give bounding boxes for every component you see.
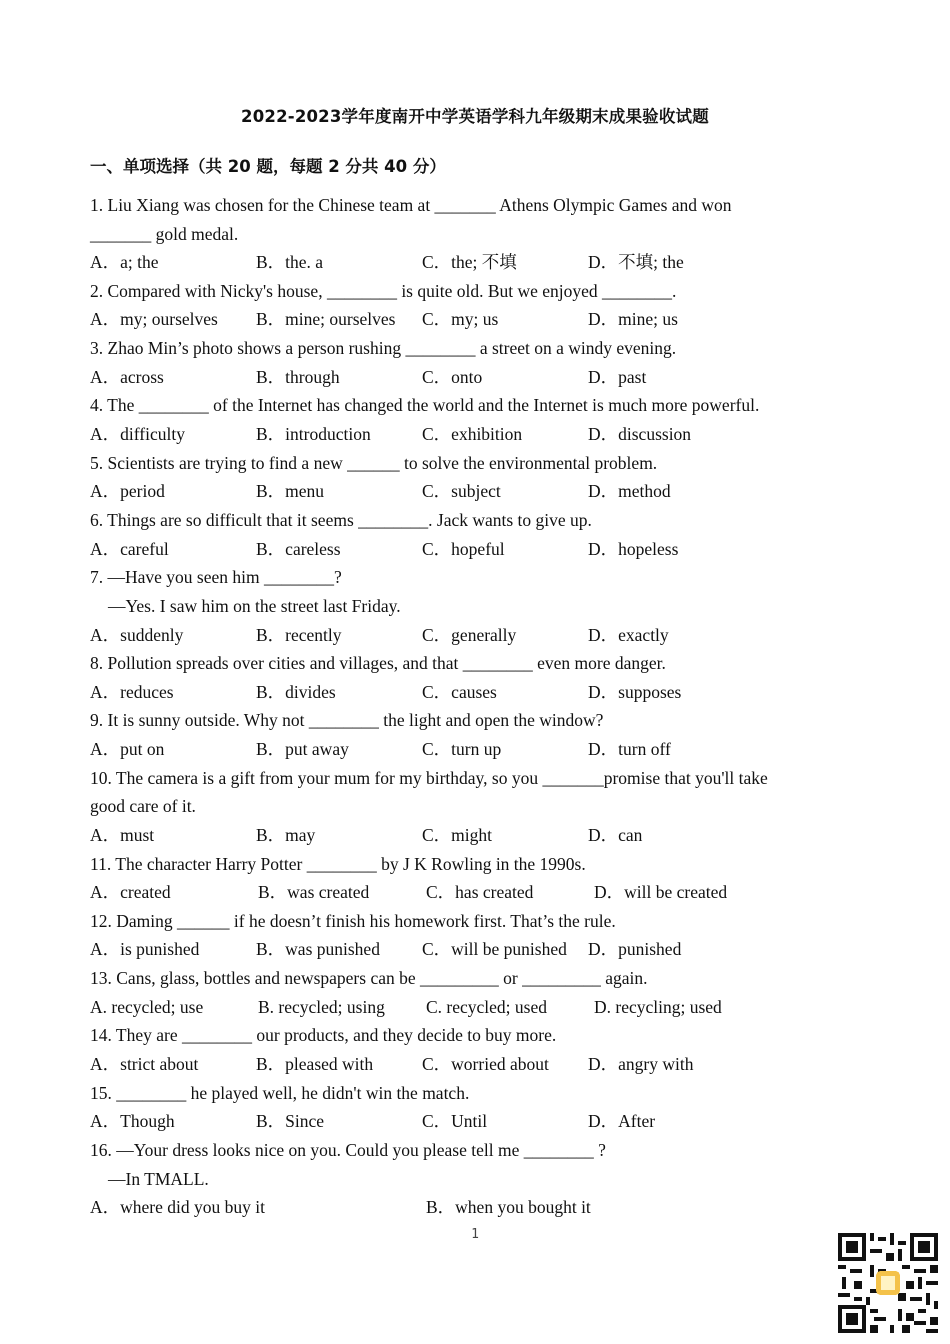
answer-option: C．will be punished: [422, 939, 567, 959]
answer-option: D．exactly: [588, 625, 669, 645]
answer-option: D．will be created: [594, 882, 728, 902]
answer-option: B．mine; ourselves: [256, 309, 396, 329]
answer-option: D．turn off: [588, 739, 671, 759]
answer-option: A．reduces: [90, 682, 174, 702]
answer-option: B．pleased with: [256, 1054, 374, 1074]
answer-option: D．mine; us: [588, 309, 678, 329]
answer-option: A．my; ourselves: [90, 309, 218, 329]
answer-option: D．supposes: [588, 682, 682, 702]
answer-option: B．careless: [256, 539, 341, 559]
answer-option: D. recycling; used: [594, 997, 722, 1017]
answer-option: C. recycled; used: [426, 997, 547, 1017]
answer-option: C．Until: [422, 1111, 488, 1131]
question-reply-line: —Yes. I saw him on the street last Friday.: [108, 596, 401, 616]
answer-option: B．introduction: [256, 424, 371, 444]
answer-option: A．strict about: [90, 1054, 199, 1074]
answer-option: D．past: [588, 367, 647, 387]
page-number: 1: [471, 1227, 479, 1242]
answer-option: A．where did you buy it: [90, 1197, 265, 1217]
question-line: 5. Scientists are trying to find a new ______ to solve the environmental problem.: [90, 453, 658, 473]
answer-option: D．punished: [588, 939, 682, 959]
answer-option: A．across: [90, 367, 164, 387]
answer-option: C．the; 不填: [422, 252, 517, 272]
question-line: _______ gold medal.: [90, 224, 239, 244]
answer-option: C．worried about: [422, 1054, 549, 1074]
question-line: 11. The character Harry Potter ________ by J K Rowling in the 1990s.: [90, 854, 586, 874]
question-line: 16. —Your dress looks nice on you. Could you please tell me ________ ?: [90, 1140, 606, 1160]
answer-option: D．discussion: [588, 424, 692, 444]
answer-option: A．suddenly: [90, 625, 184, 645]
answer-option: B．Since: [256, 1111, 325, 1131]
answer-option: A．must: [90, 825, 155, 845]
answer-option: A．put on: [90, 739, 165, 759]
answer-option: C．turn up: [422, 739, 502, 759]
answer-option: D．method: [588, 481, 671, 501]
answer-option: B．put away: [256, 739, 349, 759]
answer-option: A．Though: [90, 1111, 175, 1131]
answer-option: C．onto: [422, 367, 483, 387]
question-line: 12. Daming ______ if he doesn’t finish his homework first. That’s the rule.: [90, 911, 616, 931]
question-line: 1. Liu Xiang was chosen for the Chinese team at _______ Athens Olympic Games and won: [90, 195, 732, 215]
question-line: 2. Compared with Nicky's house, ________ is quite old. But we enjoyed ________.: [90, 281, 677, 301]
answer-option: C．has created: [426, 882, 534, 902]
question-line: 6. Things are so difficult that it seems ________. Jack wants to give up.: [90, 510, 592, 530]
answer-option: B．divides: [256, 682, 336, 702]
answer-option: A．created: [90, 882, 171, 902]
answer-option: A. recycled; use: [90, 997, 204, 1017]
answer-option: B．was punished: [256, 939, 380, 959]
page-title: 2022-2023学年度南开中学英语学科九年级期末成果验收试题: [241, 107, 709, 126]
question-line: 13. Cans, glass, bottles and newspapers can be _________ or _________ again.: [90, 968, 648, 988]
answer-option: B．recently: [256, 625, 342, 645]
answer-option: C．might: [422, 825, 493, 845]
question-line: good care of it.: [90, 796, 196, 816]
answer-option: B．the. a: [256, 252, 324, 272]
answer-option: C．my; us: [422, 309, 499, 329]
question-line: 14. They are ________ our products, and they decide to buy more.: [90, 1025, 557, 1045]
answer-option: D．hopeless: [588, 539, 679, 559]
answer-option: D．After: [588, 1111, 656, 1131]
answer-option: C．causes: [422, 682, 497, 702]
answer-option: A．is punished: [90, 939, 200, 959]
question-line: 3. Zhao Min’s photo shows a person rushing ________ a street on a windy evening.: [90, 338, 677, 358]
answer-option: D．不填; the: [588, 252, 684, 272]
question-line: 10. The camera is a gift from your mum for my birthday, so you _______promise that you'll take: [90, 768, 768, 788]
answer-option: C．exhibition: [422, 424, 523, 444]
question-line: 7. —Have you seen him ________?: [90, 567, 342, 587]
answer-option: A．difficulty: [90, 424, 185, 444]
section-title: 一、单项选择（共 20 题，每题 2 分共 40 分）: [90, 157, 446, 176]
question-reply-line: —In TMALL.: [108, 1169, 209, 1189]
answer-option: B．may: [256, 825, 316, 845]
qr-code-icon: [838, 1233, 938, 1333]
question-line: 4. The ________ of the Internet has changed the world and the Internet is much more powerful.: [90, 395, 760, 415]
answer-option: A．a; the: [90, 252, 159, 272]
answer-option: B．when you bought it: [426, 1197, 591, 1217]
answer-option: B．through: [256, 367, 340, 387]
question-line: 9. It is sunny outside. Why not ________ the light and open the window?: [90, 710, 604, 730]
answer-option: C．hopeful: [422, 539, 505, 559]
answer-option: C．subject: [422, 481, 501, 501]
answer-option: D．angry with: [588, 1054, 694, 1074]
answer-option: A．careful: [90, 539, 169, 559]
answer-option: B. recycled; using: [258, 997, 385, 1017]
answer-option: B．menu: [256, 481, 325, 501]
question-line: 15. ________ he played well, he didn't win the match.: [90, 1083, 470, 1103]
answer-option: C．generally: [422, 625, 517, 645]
answer-option: B．was created: [258, 882, 370, 902]
answer-option: A．period: [90, 481, 165, 501]
question-line: 8. Pollution spreads over cities and villages, and that ________ even more danger.: [90, 653, 666, 673]
answer-option: D．can: [588, 825, 643, 845]
